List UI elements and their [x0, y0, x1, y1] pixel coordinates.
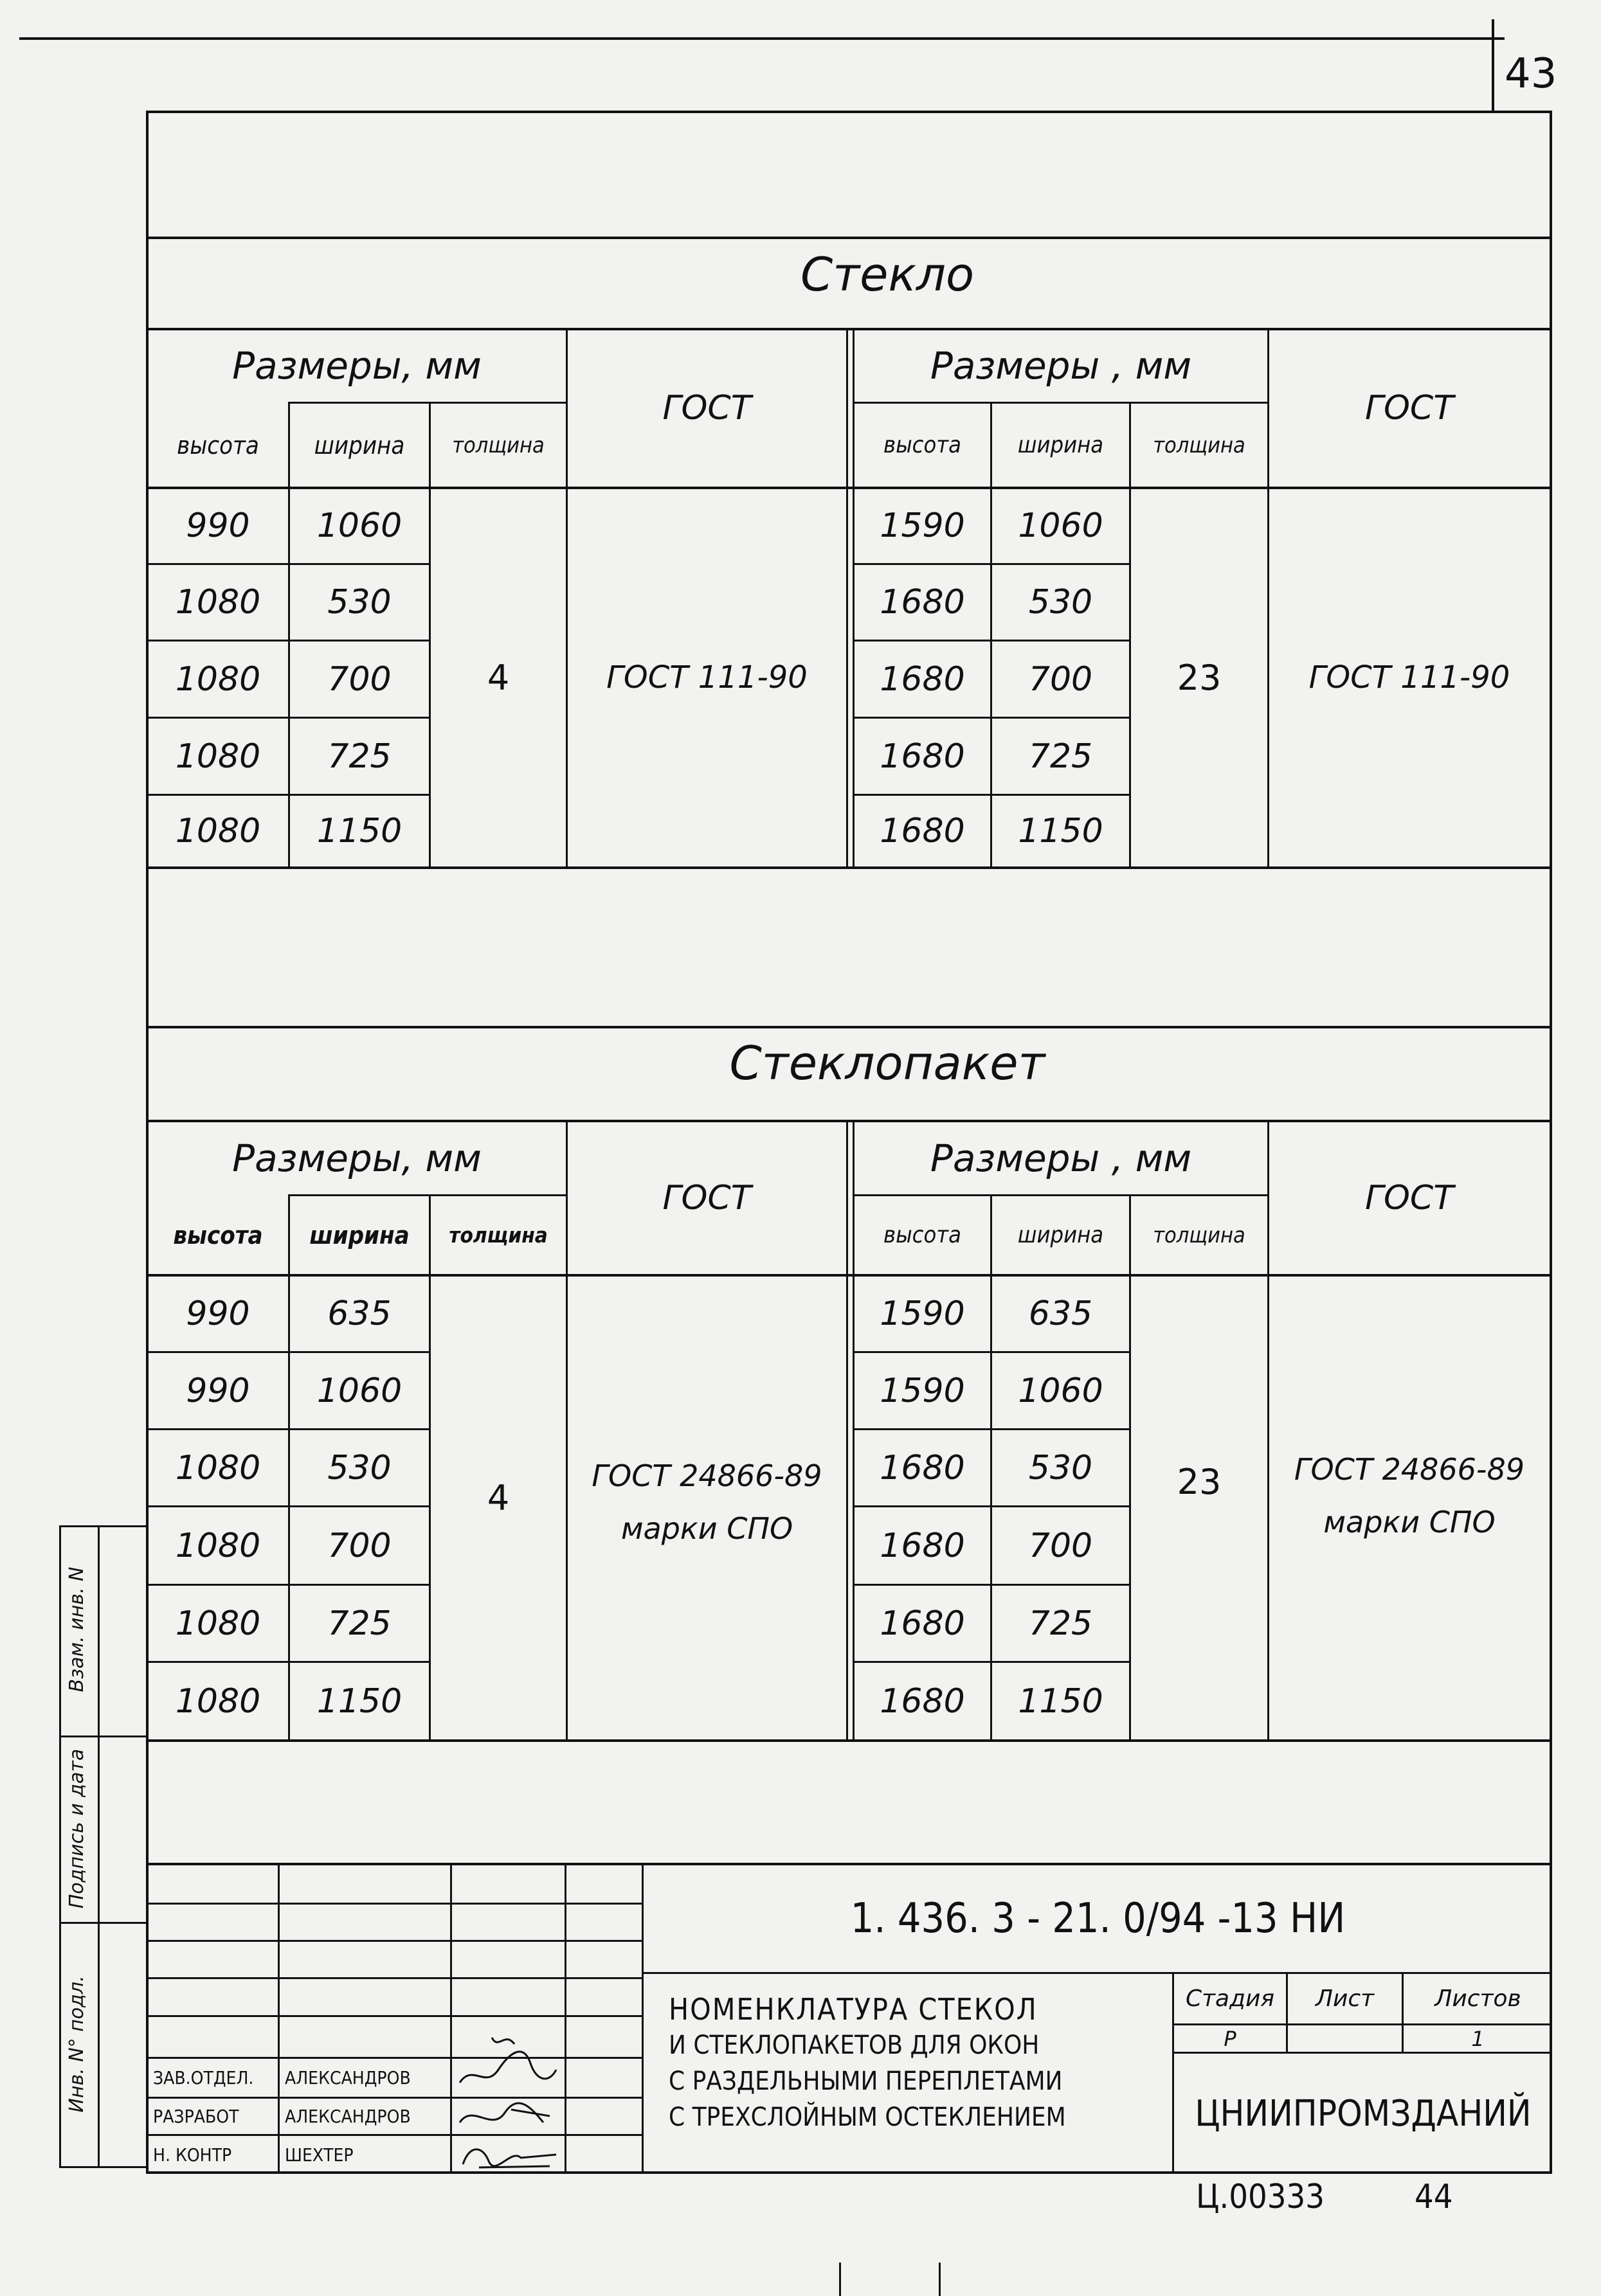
- unit-left-h-4: 1080: [175, 1604, 261, 1643]
- glass-right-w-1: 530: [1028, 583, 1093, 622]
- unit-left-col-height: высота: [173, 1221, 263, 1250]
- doc-name-line-3: С ТРЕХСЛОЙНЫМ ОСТЕКЛЕНИЕМ: [669, 2103, 1066, 2132]
- sheets-label: Листов: [1434, 1986, 1521, 2012]
- unit-left-w-1: 1060: [316, 1371, 403, 1410]
- glass-right-gost-header: ГОСТ: [1365, 388, 1454, 427]
- page-number-divider: [1492, 19, 1494, 112]
- glass-left-w-2: 700: [327, 659, 392, 699]
- unit-left-w-5: 1150: [316, 1682, 403, 1721]
- glass-right-h-1: 1680: [880, 583, 965, 622]
- glass-right-w-4: 1150: [1018, 812, 1103, 850]
- glass-left-w-3: 725: [327, 737, 392, 776]
- unit-right-col-thickness: толщина: [1153, 1222, 1245, 1248]
- unit-right-w-2: 530: [1028, 1448, 1093, 1487]
- unit-right-h-4: 1680: [880, 1604, 965, 1643]
- doc-name: [669, 1991, 1170, 2135]
- unit-right-w-4: 725: [1028, 1604, 1093, 1643]
- glass-right-h-4: 1680: [880, 812, 965, 850]
- sheets-value: 1: [1471, 2026, 1485, 2051]
- sign-role-2: Н. КОНТР: [153, 2144, 232, 2166]
- glass-left-sizes-header: Размеры, мм: [232, 343, 482, 388]
- stamp-inv-orig: Инв. N° подл.: [66, 1975, 88, 2113]
- glass-left-h-2: 1080: [175, 659, 261, 699]
- doc-name-line-2: С РАЗДЕЛЬНЫМИ ПЕРЕПЛЕТАМИ: [669, 2067, 1063, 2096]
- bottom-binding-mark-2: [939, 2263, 941, 2296]
- sign-name-1: АЛЕКСАНДРОВ: [285, 2106, 411, 2127]
- glass-right-h-2: 1680: [880, 659, 965, 699]
- unit-right-h-0: 1590: [880, 1294, 965, 1333]
- stage-label: Стадия: [1185, 1986, 1275, 2012]
- page-number: 43: [1505, 50, 1557, 98]
- unit-right-gost-line1: ГОСТ 24866-89: [1294, 1452, 1525, 1487]
- unit-left-gost-line2: марки СПО: [620, 1511, 793, 1546]
- glass-right-w-3: 725: [1028, 737, 1093, 776]
- unit-right-h-1: 1590: [880, 1371, 965, 1410]
- unit-left-w-0: 635: [327, 1294, 392, 1333]
- glass-left-col-thickness: толщина: [452, 432, 545, 458]
- top-rule: [19, 37, 1505, 40]
- sheet-footer-code: Ц.00333: [1196, 2178, 1325, 2216]
- glass-left-w-0: 1060: [316, 507, 403, 545]
- doc-name-line-1: И СТЕКЛОПАКЕТОВ ДЛЯ ОКОН: [669, 2031, 1040, 2060]
- unit-right-gost-header: ГОСТ: [1365, 1178, 1454, 1217]
- stamp-inv-dup: Взам. инв. N: [66, 1566, 88, 1692]
- unit-left-sizes-header: Размеры, мм: [232, 1136, 482, 1180]
- unit-right-h-3: 1680: [880, 1526, 965, 1565]
- glass-left-gost: ГОСТ 111-90: [606, 659, 808, 695]
- doc-code: 1. 436. 3 - 21. 0/94 -13 НИ: [850, 1895, 1346, 1942]
- glass-left-col-width: ширина: [314, 431, 405, 460]
- sign-name-0: АЛЕКСАНДРОВ: [285, 2067, 411, 2088]
- unit-left-gost: [568, 1449, 846, 1555]
- unit-left-h-1: 990: [186, 1371, 250, 1410]
- doc-name-line-0: НОМЕНКЛАТУРА СТЕКОЛ: [669, 1992, 1038, 2027]
- glass-right-col-height: высота: [883, 432, 961, 458]
- unit-left-w-4: 725: [327, 1604, 392, 1643]
- glass-right-col-width: ширина: [1017, 432, 1104, 458]
- unit-title: Стеклопакет: [729, 1036, 1045, 1090]
- unit-left-gost-header: ГОСТ: [662, 1178, 752, 1217]
- unit-left-gost-line1: ГОСТ 24866-89: [592, 1458, 822, 1493]
- glass-right-col-thickness: толщина: [1153, 432, 1245, 458]
- glass-title: Стекло: [800, 247, 975, 301]
- unit-right-gost: [1269, 1443, 1550, 1548]
- stamp-sign-date: Подпись и дата: [66, 1748, 88, 1909]
- glass-left-h-1: 1080: [175, 583, 261, 622]
- glass-left-w-4: 1150: [316, 812, 403, 850]
- stage-value: Р: [1224, 2026, 1236, 2051]
- unit-right-w-5: 1150: [1018, 1682, 1103, 1721]
- unit-right-w-0: 635: [1028, 1294, 1093, 1333]
- unit-left-w-3: 700: [327, 1526, 392, 1565]
- unit-right-col-width: ширина: [1017, 1222, 1104, 1248]
- glass-right-gost: ГОСТ 111-90: [1308, 659, 1510, 695]
- glass-left-h-4: 1080: [175, 812, 261, 850]
- glass-top-rule: [146, 237, 1552, 239]
- organization: ЦНИИПРОМЗДАНИЙ: [1195, 2093, 1532, 2135]
- glass-right-h-0: 1590: [880, 507, 965, 545]
- unit-right-h-2: 1680: [880, 1448, 965, 1487]
- glass-left-col-height: высота: [177, 431, 259, 460]
- signature-scribble-2: [453, 2135, 563, 2174]
- unit-left-h-2: 1080: [175, 1448, 261, 1487]
- unit-right-sizes-header: Размеры , мм: [930, 1136, 1192, 1180]
- unit-right-gost-line2: марки СПО: [1323, 1505, 1496, 1539]
- signature-scribble-0: [453, 2025, 563, 2095]
- glass-left-w-1: 530: [327, 583, 392, 622]
- unit-right-h-5: 1680: [880, 1682, 965, 1721]
- unit-right-w-3: 700: [1028, 1526, 1093, 1565]
- sign-role-1: РАЗРАБОТ: [153, 2106, 239, 2127]
- unit-left-h-5: 1080: [175, 1682, 261, 1721]
- glass-right-w-0: 1060: [1018, 507, 1103, 545]
- glass-right-h-3: 1680: [880, 737, 965, 776]
- unit-right-col-height: высота: [883, 1222, 961, 1248]
- sheet-label: Лист: [1315, 1986, 1375, 2012]
- unit-right-w-1: 1060: [1018, 1371, 1103, 1410]
- signature-scribble-1: [453, 2097, 563, 2135]
- sign-role-0: ЗАВ.ОТДЕЛ.: [153, 2067, 254, 2088]
- glass-left-h-0: 990: [186, 507, 250, 545]
- glass-right-w-2: 700: [1028, 659, 1093, 699]
- sheet-footer-num: 44: [1415, 2178, 1453, 2216]
- unit-left-h-3: 1080: [175, 1526, 261, 1565]
- unit-left-col-thickness: толщина: [449, 1223, 548, 1248]
- glass-left-h-3: 1080: [175, 737, 261, 776]
- sheet-value: [1288, 2025, 1402, 2052]
- unit-right-thickness: 23: [1177, 1462, 1222, 1502]
- unit-left-col-width: ширина: [309, 1221, 410, 1250]
- glass-right-sizes-header: Размеры , мм: [930, 343, 1192, 388]
- unit-top-rule: [146, 1026, 1552, 1028]
- glass-left-thickness: 4: [487, 657, 510, 698]
- bottom-binding-mark: [839, 2263, 841, 2296]
- unit-left-thickness: 4: [487, 1478, 510, 1518]
- sign-name-2: ШЕХТЕР: [285, 2144, 354, 2166]
- unit-left-w-2: 530: [327, 1448, 392, 1487]
- unit-left-h-0: 990: [186, 1294, 250, 1333]
- glass-left-gost-header: ГОСТ: [662, 388, 752, 427]
- glass-right-thickness: 23: [1177, 657, 1222, 698]
